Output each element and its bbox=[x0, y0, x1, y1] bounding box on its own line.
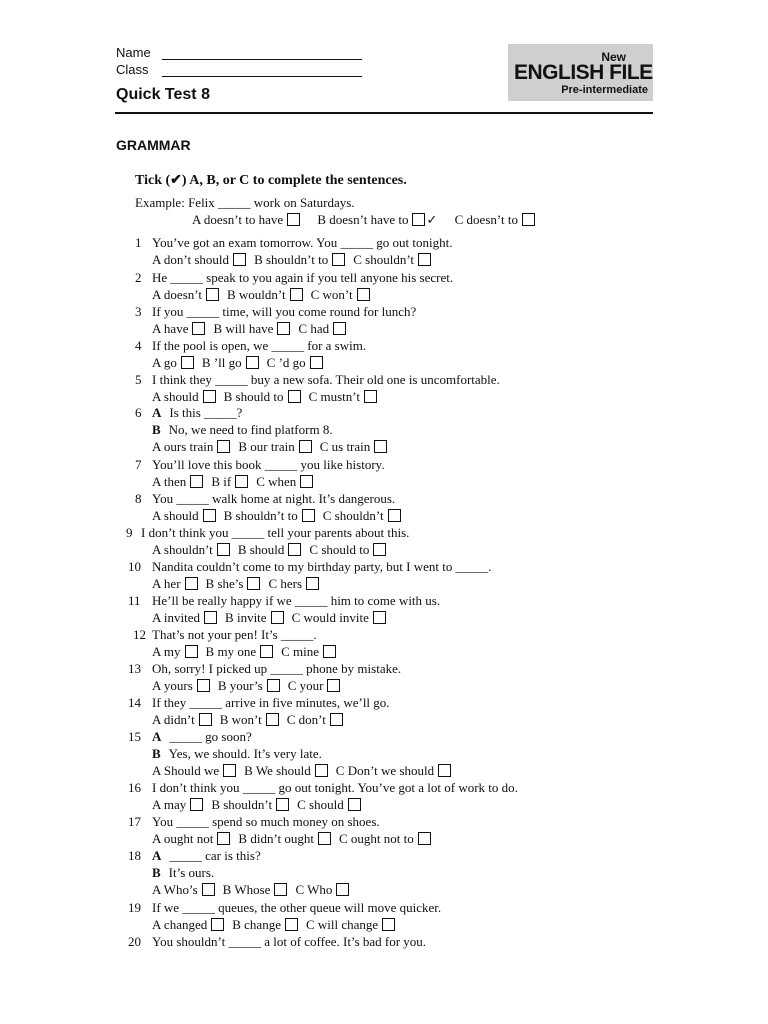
question-number: 19 bbox=[128, 900, 141, 915]
answer-option-a: A ought not bbox=[152, 831, 214, 846]
reply-text: No, we need to find platform 8. bbox=[168, 422, 333, 437]
answer-option-a: A don’t should bbox=[152, 252, 230, 267]
answer-option-b: B We should bbox=[244, 763, 311, 778]
answer-option-c: C Who bbox=[295, 882, 333, 897]
checkbox[interactable] bbox=[302, 509, 315, 522]
answer-option-c: C your bbox=[287, 678, 324, 693]
question-text: _____ go soon? bbox=[169, 729, 252, 744]
answer-option-b: B shouldn’t bbox=[211, 797, 273, 812]
question-number: 17 bbox=[128, 814, 141, 829]
answer-option-c: C don’t bbox=[286, 712, 326, 727]
answer-options bbox=[152, 797, 369, 813]
answer-option-a: A her bbox=[152, 576, 181, 591]
dialogue-line-a bbox=[152, 405, 242, 421]
answer-option-c: C hers bbox=[268, 576, 303, 591]
checkbox[interactable] bbox=[203, 509, 216, 522]
name-field[interactable] bbox=[162, 59, 362, 60]
checkbox[interactable] bbox=[318, 832, 331, 845]
section-heading: GRAMMAR bbox=[116, 137, 191, 153]
checkbox[interactable] bbox=[185, 577, 198, 590]
answer-option-a: A yours bbox=[152, 678, 193, 693]
checkbox[interactable] bbox=[267, 679, 280, 692]
question-text: I don’t think you _____ tell your parents about this. bbox=[141, 525, 410, 540]
checkbox[interactable] bbox=[223, 764, 236, 777]
question-number: 9 bbox=[126, 525, 133, 540]
answer-options bbox=[152, 508, 409, 524]
answer-options bbox=[152, 576, 327, 592]
answer-option-b: B change bbox=[232, 917, 281, 932]
answer-option-a: A doesn’t bbox=[152, 287, 202, 302]
question-number: 15 bbox=[128, 729, 141, 744]
checkbox[interactable] bbox=[211, 918, 224, 931]
checkbox[interactable] bbox=[288, 390, 301, 403]
answer-option-a: A should bbox=[152, 508, 199, 523]
answer-options bbox=[152, 355, 331, 371]
checkbox[interactable] bbox=[203, 390, 216, 403]
answer-option-a: A may bbox=[152, 797, 187, 812]
speaker-a: A bbox=[152, 729, 162, 744]
answer-options bbox=[152, 252, 439, 268]
question-text: Oh, sorry! I picked up _____ phone by mistake. bbox=[152, 661, 402, 676]
answer-option-c: C when bbox=[256, 474, 297, 489]
checkbox[interactable] bbox=[373, 543, 386, 556]
question-text: Is this _____? bbox=[169, 405, 243, 420]
checkbox[interactable] bbox=[299, 440, 312, 453]
speaker-a: A bbox=[152, 848, 162, 863]
checkbox[interactable] bbox=[190, 798, 203, 811]
checkbox[interactable] bbox=[199, 713, 212, 726]
answer-option-a: A shouldn’t bbox=[152, 542, 213, 557]
answer-options bbox=[152, 763, 459, 779]
checkbox[interactable] bbox=[246, 356, 259, 369]
example-prompt: Example: Felix _____ work on Saturdays. bbox=[135, 195, 355, 210]
answer-option-c: C Don’t we should bbox=[335, 763, 435, 778]
checkbox[interactable] bbox=[190, 475, 203, 488]
class-field[interactable] bbox=[162, 76, 362, 77]
question-number: 8 bbox=[135, 491, 142, 506]
speaker-b: B bbox=[152, 422, 161, 437]
speaker-b: B bbox=[152, 865, 161, 880]
dialogue-line-b bbox=[152, 865, 214, 881]
question-text: Nandita couldn’t come to my birthday party, but I went to _____. bbox=[152, 559, 492, 574]
answer-option-b: B my one bbox=[205, 644, 257, 659]
logo-line-1: New bbox=[601, 50, 626, 64]
answer-option-b: B won’t bbox=[219, 712, 262, 727]
checkbox[interactable] bbox=[388, 509, 401, 522]
answer-option-b: B will have bbox=[213, 321, 274, 336]
answer-option-b: B our train bbox=[238, 439, 295, 454]
question-number: 5 bbox=[135, 372, 142, 387]
answer-option-a: A Should we bbox=[152, 763, 220, 778]
answer-option-b: B shouldn’t to bbox=[223, 508, 298, 523]
checkbox[interactable] bbox=[217, 440, 230, 453]
checkbox[interactable] bbox=[418, 832, 431, 845]
answer-options bbox=[152, 542, 394, 558]
checkbox[interactable] bbox=[300, 475, 313, 488]
checkbox[interactable] bbox=[276, 798, 289, 811]
checkbox[interactable] bbox=[266, 713, 279, 726]
checkbox[interactable] bbox=[287, 213, 300, 226]
answer-option-b: B if bbox=[211, 474, 232, 489]
checkbox[interactable] bbox=[310, 356, 323, 369]
checkbox[interactable] bbox=[418, 253, 431, 266]
checkbox[interactable] bbox=[274, 883, 287, 896]
answer-options bbox=[152, 439, 395, 455]
checkbox[interactable] bbox=[306, 577, 319, 590]
checkbox[interactable] bbox=[357, 288, 370, 301]
answer-option-b: B Whose bbox=[222, 882, 271, 897]
answer-option-a: A should bbox=[152, 389, 199, 404]
answer-option-a: A didn’t bbox=[152, 712, 195, 727]
checkbox[interactable] bbox=[288, 543, 301, 556]
question-text: You’ll love this book _____ you like history. bbox=[152, 457, 385, 472]
checkbox[interactable] bbox=[204, 611, 217, 624]
logo-line-2: ENGLISH FILE bbox=[514, 61, 653, 84]
question-text: If we _____ queues, the other queue will move quicker. bbox=[152, 900, 442, 915]
answer-option-c: C us train bbox=[319, 439, 371, 454]
question-number: 20 bbox=[128, 934, 141, 949]
question-number: 2 bbox=[135, 270, 142, 285]
answer-option-a: A ours train bbox=[152, 439, 214, 454]
checkbox[interactable] bbox=[233, 253, 246, 266]
checkbox[interactable] bbox=[327, 679, 340, 692]
checkbox[interactable] bbox=[330, 713, 343, 726]
question-number: 10 bbox=[128, 559, 141, 574]
checkbox[interactable] bbox=[217, 543, 230, 556]
question-number: 6 bbox=[135, 405, 142, 420]
answer-option-b: B ’ll go bbox=[201, 355, 242, 370]
question-text: I think they _____ buy a new sofa. Their old one is uncomfortable. bbox=[152, 372, 500, 387]
question-text: You’ve got an exam tomorrow. You _____ go out tonight. bbox=[152, 235, 453, 250]
answer-option-b: B should to bbox=[223, 389, 284, 404]
checkbox[interactable] bbox=[235, 475, 248, 488]
answer-option-c: C will change bbox=[305, 917, 379, 932]
reply-text: It’s ours. bbox=[168, 865, 215, 880]
dialogue-line-a bbox=[152, 729, 252, 745]
checkbox[interactable] bbox=[197, 679, 210, 692]
checkbox[interactable] bbox=[374, 440, 387, 453]
question-text: _____ car is this? bbox=[169, 848, 261, 863]
answer-option-a: A changed bbox=[152, 917, 208, 932]
answer-options bbox=[152, 610, 394, 626]
checkbox[interactable] bbox=[271, 611, 284, 624]
reply-text: Yes, we should. It’s very late. bbox=[168, 746, 322, 761]
checkbox[interactable] bbox=[333, 322, 346, 335]
answer-option-c: C ’d go bbox=[266, 355, 306, 370]
checkbox[interactable] bbox=[373, 611, 386, 624]
checkbox[interactable] bbox=[217, 832, 230, 845]
answer-options bbox=[152, 389, 385, 405]
answer-option-b: B shouldn’t to bbox=[254, 252, 329, 267]
question-number: 1 bbox=[135, 235, 142, 250]
answer-option-b: B invite bbox=[225, 610, 267, 625]
answer-option-a: A invited bbox=[152, 610, 201, 625]
checkbox[interactable] bbox=[522, 213, 535, 226]
checkbox[interactable] bbox=[285, 918, 298, 931]
checkbox[interactable] bbox=[290, 288, 303, 301]
checkbox[interactable] bbox=[348, 798, 361, 811]
checkbox[interactable] bbox=[185, 645, 198, 658]
checkbox[interactable] bbox=[332, 253, 345, 266]
question-text: I don’t think you _____ go out tonight. You’ve got a lot of work to do. bbox=[152, 780, 518, 795]
answer-options bbox=[152, 831, 439, 847]
question-number: 4 bbox=[135, 338, 142, 353]
answer-option-a: A go bbox=[152, 355, 177, 370]
answer-option-a: A then bbox=[152, 474, 187, 489]
class-label: Class bbox=[116, 62, 149, 77]
question-number: 7 bbox=[135, 457, 142, 472]
answer-option-c: C had bbox=[298, 321, 330, 336]
answer-option-c: C should to bbox=[309, 542, 370, 557]
checkbox[interactable] bbox=[382, 918, 395, 931]
answer-option-c: C shouldn’t bbox=[353, 252, 415, 267]
example-option-a: A doesn’t to have bbox=[192, 212, 284, 227]
instruction: Tick (✔) A, B, or C to complete the sentences. bbox=[135, 173, 407, 188]
answer-options bbox=[152, 678, 348, 694]
question-number: 13 bbox=[128, 661, 141, 676]
question-number: 3 bbox=[135, 304, 142, 319]
question-number: 11 bbox=[128, 593, 141, 608]
checkbox[interactable] bbox=[315, 764, 328, 777]
dialogue-line-b bbox=[152, 422, 333, 438]
answer-option-c: C should bbox=[297, 797, 344, 812]
question-text: You _____ spend so much money on shoes. bbox=[152, 814, 380, 829]
checkbox[interactable] bbox=[277, 322, 290, 335]
dialogue-line-a bbox=[152, 848, 261, 864]
answer-options bbox=[152, 287, 378, 303]
answer-option-b: B she’s bbox=[205, 576, 244, 591]
checkbox[interactable] bbox=[323, 645, 336, 658]
answer-options bbox=[152, 321, 354, 337]
checkbox[interactable] bbox=[202, 883, 215, 896]
speaker-a: A bbox=[152, 405, 162, 420]
speaker-b: B bbox=[152, 746, 161, 761]
question-number: 16 bbox=[128, 780, 141, 795]
question-text: That’s not your pen! It’s _____. bbox=[152, 627, 317, 642]
answer-options bbox=[152, 644, 344, 660]
question-text: If you _____ time, will you come round for lunch? bbox=[152, 304, 417, 319]
tick-mark: ✓ bbox=[426, 212, 438, 227]
answer-options bbox=[152, 712, 351, 728]
question-text: If the pool is open, we _____ for a swim. bbox=[152, 338, 367, 353]
logo-line-3: Pre-intermediate bbox=[561, 84, 648, 96]
checkbox[interactable] bbox=[260, 645, 273, 658]
answer-option-c: C mine bbox=[281, 644, 320, 659]
checkbox[interactable] bbox=[181, 356, 194, 369]
answer-option-b: B wouldn’t bbox=[226, 287, 286, 302]
example-option-c: C doesn’t to bbox=[454, 212, 518, 227]
name-label: Name bbox=[116, 45, 151, 60]
dialogue-line-b bbox=[152, 746, 322, 762]
checkbox[interactable] bbox=[364, 390, 377, 403]
answer-options bbox=[152, 474, 321, 490]
question-text: You _____ walk home at night. It’s dangerous. bbox=[152, 491, 396, 506]
answer-option-c: C mustn’t bbox=[308, 389, 360, 404]
answer-option-c: C won’t bbox=[310, 287, 353, 302]
page-title: Quick Test 8 bbox=[116, 86, 210, 103]
answer-option-a: A Who’s bbox=[152, 882, 198, 897]
checkbox[interactable] bbox=[247, 577, 260, 590]
answer-options bbox=[152, 917, 403, 933]
answer-option-b: B didn’t ought bbox=[238, 831, 315, 846]
example-options bbox=[192, 212, 543, 228]
answer-options bbox=[152, 882, 357, 898]
question-text: He’ll be really happy if we _____ him to come with us. bbox=[152, 593, 441, 608]
answer-option-c: C ought not to bbox=[339, 831, 414, 846]
question-text: If they _____ arrive in five minutes, we’ll go. bbox=[152, 695, 390, 710]
question-text: You shouldn’t _____ a lot of coffee. It’s bad for you. bbox=[152, 934, 427, 949]
checkbox[interactable] bbox=[336, 883, 349, 896]
checkbox-checked[interactable] bbox=[412, 213, 425, 226]
example-option-b: B doesn’t have to bbox=[317, 212, 409, 227]
checkbox[interactable] bbox=[206, 288, 219, 301]
question-text: He _____ speak to you again if you tell anyone his secret. bbox=[152, 270, 454, 285]
checkbox[interactable] bbox=[192, 322, 205, 335]
question-number: 18 bbox=[128, 848, 141, 863]
answer-option-c: C would invite bbox=[291, 610, 369, 625]
checkbox[interactable] bbox=[438, 764, 451, 777]
answer-option-b: B your’s bbox=[217, 678, 263, 693]
question-number: 12 bbox=[133, 627, 146, 642]
answer-option-c: C shouldn’t bbox=[322, 508, 384, 523]
answer-option-a: A have bbox=[152, 321, 189, 336]
question-number: 14 bbox=[128, 695, 141, 710]
answer-option-a: A my bbox=[152, 644, 181, 659]
answer-option-b: B should bbox=[237, 542, 285, 557]
english-file-logo bbox=[508, 44, 653, 101]
header-divider bbox=[115, 112, 653, 114]
